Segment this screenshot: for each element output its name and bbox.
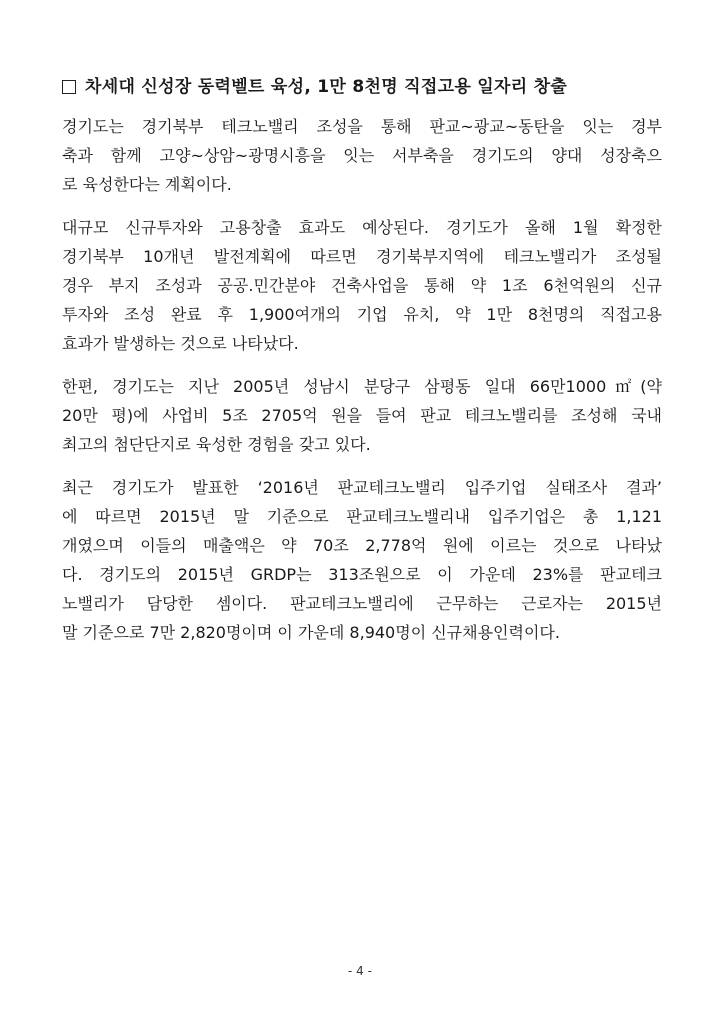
paragraph-line: 경기북부 10개년 발전계획에 따르면 경기북부지역에 테크노밸리가 조성될	[62, 247, 662, 266]
paragraph-3	[62, 372, 662, 459]
paragraph-line: 로 육성한다는 계획이다.	[62, 175, 232, 194]
section-heading-text: 차세대 신성장 동력벨트 육성, 1만 8천명 직접고용 일자리 창출	[85, 77, 568, 97]
paragraph-line: 효과가 발생하는 것으로 나타났다.	[62, 334, 299, 353]
section-heading	[62, 72, 662, 102]
paragraph-2	[62, 213, 662, 358]
paragraph-line: 경우 부지 조성과 공공.민간분야 건축사업을 통해 약 1조 6천억원의 신규	[62, 276, 662, 295]
paragraph-line: 다. 경기도의 2015년 GRDP는 313조원으로 이 가운데 23%를 판교테크	[62, 565, 662, 584]
paragraph-line: 개였으며 이들의 매출액은 약 70조 2,778억 원에 이르는 것으로 나타났	[62, 536, 662, 555]
paragraph-line: 최고의 첨단단지로 육성한 경험을 갖고 있다.	[62, 435, 371, 454]
paragraph-line: 대규모 신규투자와 고용창출 효과도 예상된다. 경기도가 올해 1월 확정한	[62, 218, 662, 237]
paragraph-4	[62, 473, 662, 647]
square-bullet-icon	[62, 80, 76, 94]
document-body	[62, 72, 662, 661]
paragraph-line: 20만 평)에 사업비 5조 2705억 원을 들여 판교 테크노밸리를 조성해 국내	[62, 406, 662, 425]
paragraph-line: 투자와 조성 완료 후 1,900여개의 기업 유치, 약 1만 8천명의 직접고용	[62, 305, 662, 324]
page-number: - 4 -	[348, 964, 372, 978]
paragraph-line: 최근 경기도가 발표한 ‘2016년 판교테크노밸리 입주기업 실태조사 결과’	[62, 478, 662, 497]
paragraph-line: 에 따르면 2015년 말 기준으로 판교테크노밸리내 입주기업은 총 1,121	[62, 507, 662, 526]
paragraph-line: 축과 함께 고양~상암~광명시흥을 잇는 서부축을 경기도의 양대 성장축으	[62, 146, 662, 165]
paragraph-line: 경기도는 경기북부 테크노밸리 조성을 통해 판교~광교~동탄을 잇는 경부	[62, 117, 662, 136]
paragraph-line: 한편, 경기도는 지난 2005년 성남시 분당구 삼평동 일대 66만1000㎡(약	[62, 377, 662, 396]
paragraph-line: 노밸리가 담당한 셈이다. 판교테크노밸리에 근무하는 근로자는 2015년	[62, 594, 662, 613]
paragraph-1	[62, 112, 662, 199]
paragraph-line: 말 기준으로 7만 2,820명이며 이 가운데 8,940명이 신규채용인력이다.	[62, 623, 560, 642]
